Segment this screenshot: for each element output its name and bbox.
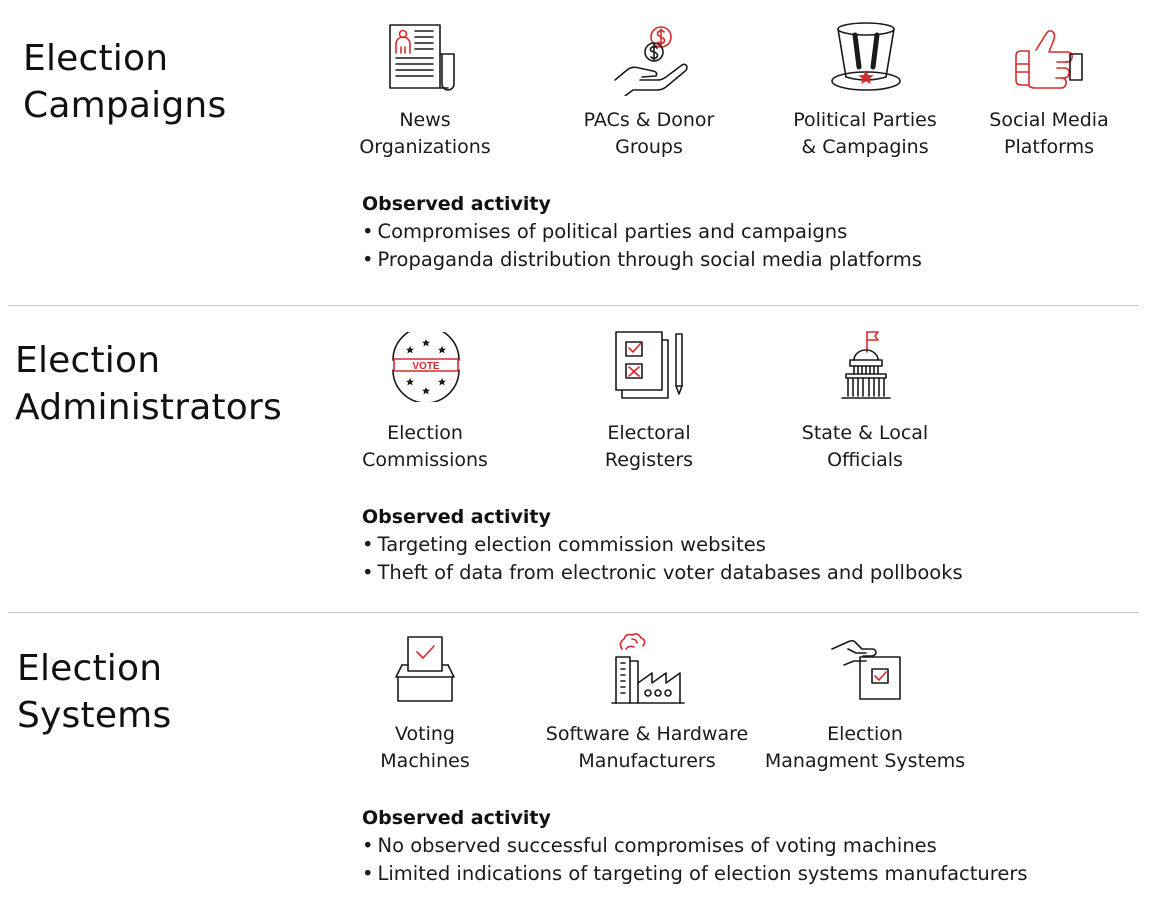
money-hand-icon — [610, 22, 690, 96]
observed-activity-heading: Observed activity — [362, 807, 551, 829]
ballot-checklist-icon — [608, 328, 688, 402]
observed-activity-heading: Observed activity — [362, 506, 551, 528]
entity-label-voting-machines: Voting Machines — [380, 723, 470, 772]
entity-label-state-local-officials: State & Local Officials — [801, 422, 929, 471]
vote-badge-icon — [388, 332, 464, 402]
observed-activity-list — [362, 531, 963, 587]
observed-activity-item: • Theft of data from electronic voter databases and pollbooks — [362, 559, 963, 587]
entity-label-electoral-registers: Electoral Registers — [604, 422, 694, 471]
section-title: Election Campaigns — [23, 38, 227, 126]
vote-text: VOTE — [412, 361, 440, 372]
entity-label-election-management-systems: Election Managment Systems — [764, 723, 966, 772]
hand-ballot-icon — [828, 635, 908, 705]
capitol-building-icon — [828, 328, 904, 402]
entity-label-political-parties: Political Parties & Campagins — [793, 109, 937, 158]
entity-label-news-organizations: News Organizations — [359, 109, 491, 158]
thumbs-up-icon — [1010, 26, 1090, 92]
uncle-sam-hat-icon — [826, 20, 906, 98]
section-election-campaigns — [0, 0, 1150, 300]
entity-label-pacs-donor-groups: PACs & Donor Groups — [583, 109, 715, 158]
section-election-systems — [0, 613, 1150, 920]
section-election-administrators — [0, 306, 1150, 612]
observed-activity-item: • No observed successful compromises of voting machines — [362, 832, 1028, 860]
entity-label-social-media-platforms: Social Media Platforms — [989, 109, 1109, 158]
entity-label-election-commissions: Election Commissions — [362, 422, 488, 471]
section-title: Election Administrators — [15, 340, 282, 428]
observed-activity-heading: Observed activity — [362, 193, 551, 215]
newspaper-icon — [384, 20, 464, 96]
factory-icon — [608, 631, 688, 707]
observed-activity-item: • Compromises of political parties and campaigns — [362, 218, 922, 246]
observed-activity-item: • Targeting election commission websites — [362, 531, 963, 559]
observed-activity-list — [362, 832, 1028, 888]
observed-activity-list — [362, 218, 922, 274]
ballot-box-icon — [388, 631, 464, 707]
observed-activity-item: • Propaganda distribution through social media platforms — [362, 246, 922, 274]
entity-label-software-hardware-manufacturers: Software & Hardware Manufacturers — [545, 723, 749, 772]
observed-activity-item: • Limited indications of targeting of election systems manufacturers — [362, 860, 1028, 888]
section-title: Election Systems — [17, 648, 172, 736]
